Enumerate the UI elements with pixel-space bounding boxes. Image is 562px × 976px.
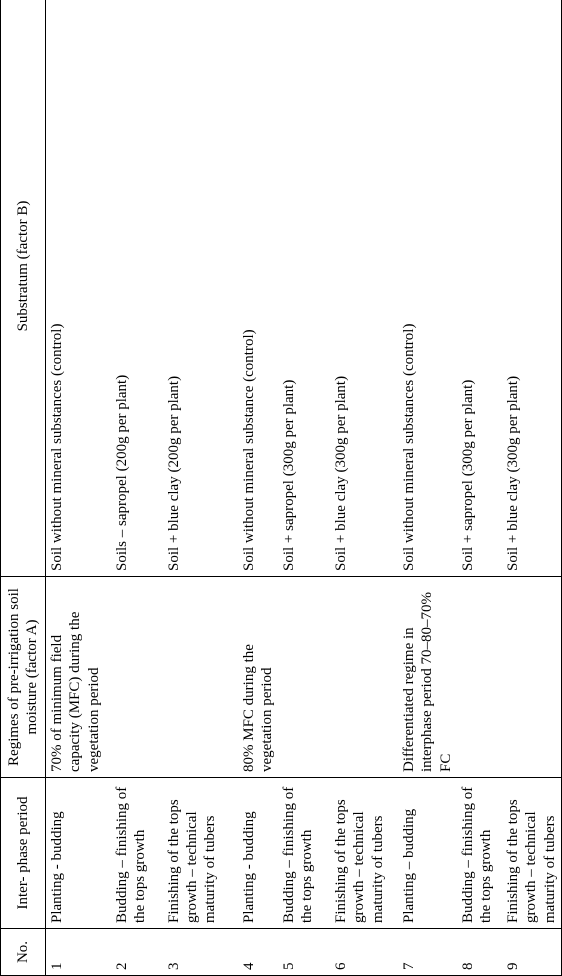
cell-regime (278, 577, 330, 778)
cell-no: 1 (46, 929, 111, 976)
cell-period: Finishing of the tops growth – technical maturity of tubers (502, 778, 561, 929)
cell-no: 3 (163, 929, 238, 976)
cell-substratum: Soils – sapropel (200g per plant) (111, 0, 163, 577)
cell-period: Planting – budding (398, 778, 457, 929)
table-row (46, 0, 111, 976)
table-row (398, 0, 457, 976)
cell-period: Finishing of the tops growth – technical maturity of tubers (163, 778, 238, 929)
cell-regime: 80% MFC during the vegetation period (238, 577, 279, 778)
cell-period: Budding – finishing of the tops growth (278, 778, 330, 929)
table-row (238, 0, 279, 976)
cell-no: 5 (278, 929, 330, 976)
cell-no: 7 (398, 929, 457, 976)
table-row (502, 0, 561, 976)
cell-substratum: Soil + sapropel (300g per plant) (278, 0, 330, 577)
header-substratum: Substratum (factor B) (1, 0, 46, 577)
cell-no: 9 (502, 929, 561, 976)
cell-regime (502, 577, 561, 778)
cell-period: Budding – finishing of the tops growth (457, 778, 502, 929)
table-row (278, 0, 330, 976)
cell-period: Finishing of the tops growth – technical maturity of tubers (330, 778, 398, 929)
table-row (111, 0, 163, 976)
cell-no: 4 (238, 929, 279, 976)
cell-period: Planting - budding (46, 778, 111, 929)
cell-period: Planting - budding (238, 778, 279, 929)
cell-regime (330, 577, 398, 778)
cell-no: 2 (111, 929, 163, 976)
header-no: No. (1, 929, 46, 976)
cell-substratum: Soil without mineral substance (control) (238, 0, 279, 577)
cell-no: 6 (330, 929, 398, 976)
cell-substratum: Soil without mineral substances (control) (398, 0, 457, 577)
cell-regime: Differentiated regime in interphase period 70–80–70% FC (398, 577, 457, 778)
cell-regime (457, 577, 502, 778)
cell-regime (163, 577, 238, 778)
cell-regime: 70% of minimum field capacity (MFC) during the vegetation period (46, 577, 111, 778)
cell-substratum: Soil + blue clay (300g per plant) (502, 0, 561, 577)
cell-substratum: Soil + blue clay (300g per plant) (330, 0, 398, 577)
cell-substratum: Soil + sapropel (300g per plant) (457, 0, 502, 577)
cell-no: 8 (457, 929, 502, 976)
cell-substratum: Soil + blue clay (200g per plant) (163, 0, 238, 577)
header-row (1, 0, 46, 976)
table-row (163, 0, 238, 976)
table-row (457, 0, 502, 976)
cell-substratum: Soil without mineral substances (control) (46, 0, 111, 577)
header-regimes: Regimes of pre-irrigation soil moisture (factor A) (1, 577, 46, 778)
cell-regime (111, 577, 163, 778)
header-inter-phase-period: Inter- phase period (1, 778, 46, 929)
table-row (330, 0, 398, 976)
cell-period: Budding – finishing of the tops growth (111, 778, 163, 929)
